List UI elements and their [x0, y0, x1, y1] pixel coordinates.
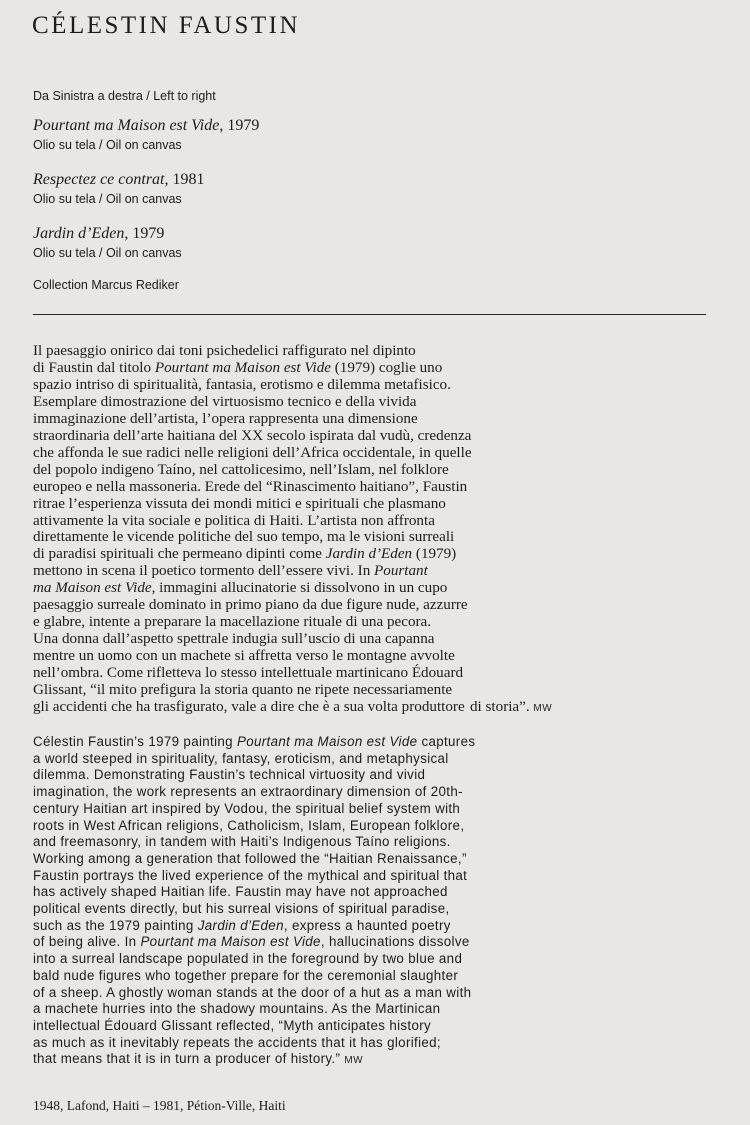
text-line: intellectual Édouard Glissant reflected, “Myth anticipates history	[33, 1017, 432, 1033]
text-line: ma Maison est Vide, immagini allucinatorie si dissolvono in un cupo	[33, 579, 448, 597]
artwork-entry	[33, 117, 259, 152]
text-line: political events directly, but his surreal visions of spiritual paradise,	[33, 901, 450, 917]
artwork-title: Respectez ce contrat	[33, 171, 165, 188]
text-line: di paradisi spirituali che permeano dipinti come Jardin d’Eden (1979)	[33, 545, 457, 563]
text-line: mentre un uomo con un machete si affretta verso le montagne avvolte	[33, 647, 455, 665]
artwork-entry	[33, 225, 182, 260]
english-description	[33, 734, 748, 1070]
text-line: direttamente le vicende politiche del suo tempo, ma le visioni surreali	[33, 528, 455, 546]
text-line: such as the 1979 painting Jardin d’Eden, express a haunted poetry	[33, 917, 451, 933]
artwork-medium: Olio su tela / Oil on canvas	[33, 192, 182, 206]
text-line: of a sheep. A ghostly woman stands at the door of a hut as a man with	[33, 984, 472, 1000]
author-initials: MW	[344, 1055, 364, 1067]
divider	[33, 314, 706, 315]
artwork-title: Pourtant ma Maison est Vide	[33, 117, 220, 134]
italian-description	[33, 343, 748, 718]
artwork-year: , 1981	[164, 171, 205, 188]
text-line: as much as it inevitably repeats the accidents that it has glorified;	[33, 1034, 441, 1050]
text-line: e glabre, intente a preparare la macellazione rituale di una pecora.	[33, 613, 432, 631]
text-line: di storia”.	[470, 698, 530, 716]
text-line-last	[470, 699, 552, 718]
text-line: has actively shaped Haitian life. Faustin may have not approached	[33, 884, 448, 900]
text-line: century Haitian art inspired by Vodou, the spiritual belief system with	[33, 800, 461, 816]
text-line: europeo e nella massoneria. Erede del “Rinascimento haitiano”, Faustin	[33, 477, 468, 495]
collection-credit: Collection Marcus Rediker	[33, 278, 179, 292]
text-line: of being alive. In Pourtant ma Maison est Vide, hallucinations dissolve	[33, 934, 470, 950]
text-line: into a surreal landscape populated in the foreground by two blue and	[33, 951, 463, 967]
text-line: gli accidenti che ha trasfigurato, vale a dire che è a sua volta produttore	[33, 698, 465, 716]
text-line: a machete hurries into the shadowy mountains. As the Martinican	[33, 1001, 441, 1017]
text-line: roots in West African religions, Catholicism, Islam, European folklore,	[33, 817, 465, 833]
text-line: nell’ombra. Come rifletteva lo stesso intellettuale martinicano Édouard	[33, 664, 464, 682]
text-line: mettono in scena il poetico tormento dell’essere vivi. In Pourtant	[33, 562, 428, 580]
text-line: straordinaria dell’arte haitiana del XX secolo ispirata dal vudù, credenza	[33, 426, 472, 444]
text-line: a world steeped in spirituality, fantasy, eroticism, and metaphysical	[33, 750, 449, 766]
text-line: and freemasonry, in tandem with Haiti’s Indigenous Taíno religions.	[33, 834, 451, 850]
artwork-entry	[33, 171, 205, 206]
text-line: Faustin portrays the lived experience of the mythical and spiritual that	[33, 867, 468, 883]
text-line: Célestin Faustin’s 1979 painting Pourtant ma Maison est Vide captures	[33, 734, 476, 749]
text-line: che affonda le sue radici nelle religioni dell’Africa occidentale, in quelle	[33, 443, 472, 461]
direction-note: Da Sinistra a destra / Left to right	[33, 89, 216, 103]
text-line: immaginazione dell’artista, l’opera rappresenta una dimensione	[33, 409, 418, 427]
text-line: attivamente la vita sociale e politica di Haiti. L’artista non affronta	[33, 511, 435, 529]
author-initials: MW	[533, 703, 553, 715]
text-line: Glissant, “il mito prefigura la storia quanto ne ripete necessariamente	[33, 681, 453, 699]
text-line: paesaggio surreale dominato in primo piano da due figure nude, azzurre	[33, 596, 468, 614]
text-line-last	[33, 1051, 363, 1070]
text-line: del popolo indigeno Taíno, nel cattolicesimo, nell’Islam, nel folklore	[33, 460, 449, 478]
artwork-title: Jardin d’Eden	[33, 225, 125, 242]
text-line: that means that it is in turn a producer of history.”	[33, 1051, 341, 1067]
artwork-year: , 1979	[219, 117, 260, 134]
text-line: Una donna dall’aspetto spettrale indugia sull’uscio di una capanna	[33, 630, 435, 648]
text-line: Working among a generation that followed the “Haitian Renaissance,”	[33, 850, 467, 866]
text-line: Esemplare dimostrazione del virtuosismo tecnico e della vivida	[33, 392, 417, 410]
text-line: di Faustin dal titolo Pourtant ma Maison est Vide (1979) coglie uno	[33, 358, 443, 376]
artist-bio: 1948, Lafond, Haiti – 1981, Pétion-Ville, Haiti	[33, 1098, 286, 1113]
artwork-medium: Olio su tela / Oil on canvas	[33, 138, 182, 152]
text-line: imagination, the work represents an extraordinary dimension of 20th-	[33, 784, 463, 800]
text-line: spazio intriso di spiritualità, fantasia, erotismo e dilemma metafisico.	[33, 375, 451, 393]
artwork-medium: Olio su tela / Oil on canvas	[33, 246, 182, 260]
text-line: Il paesaggio onirico dai toni psichedelici raffigurato nel dipinto	[33, 342, 416, 359]
text-line: ritrae l’esperienza vissuta dei mondi mitici e spirituali che plasmano	[33, 494, 446, 512]
artist-name: CÉLESTIN FAUSTIN	[32, 12, 301, 39]
artwork-year: , 1979	[124, 225, 165, 242]
text-line: bald nude figures who together prepare for the ceremonial slaughter	[33, 967, 459, 983]
text-line: dilemma. Demonstrating Faustin’s technical virtuosity and vivid	[33, 767, 426, 783]
